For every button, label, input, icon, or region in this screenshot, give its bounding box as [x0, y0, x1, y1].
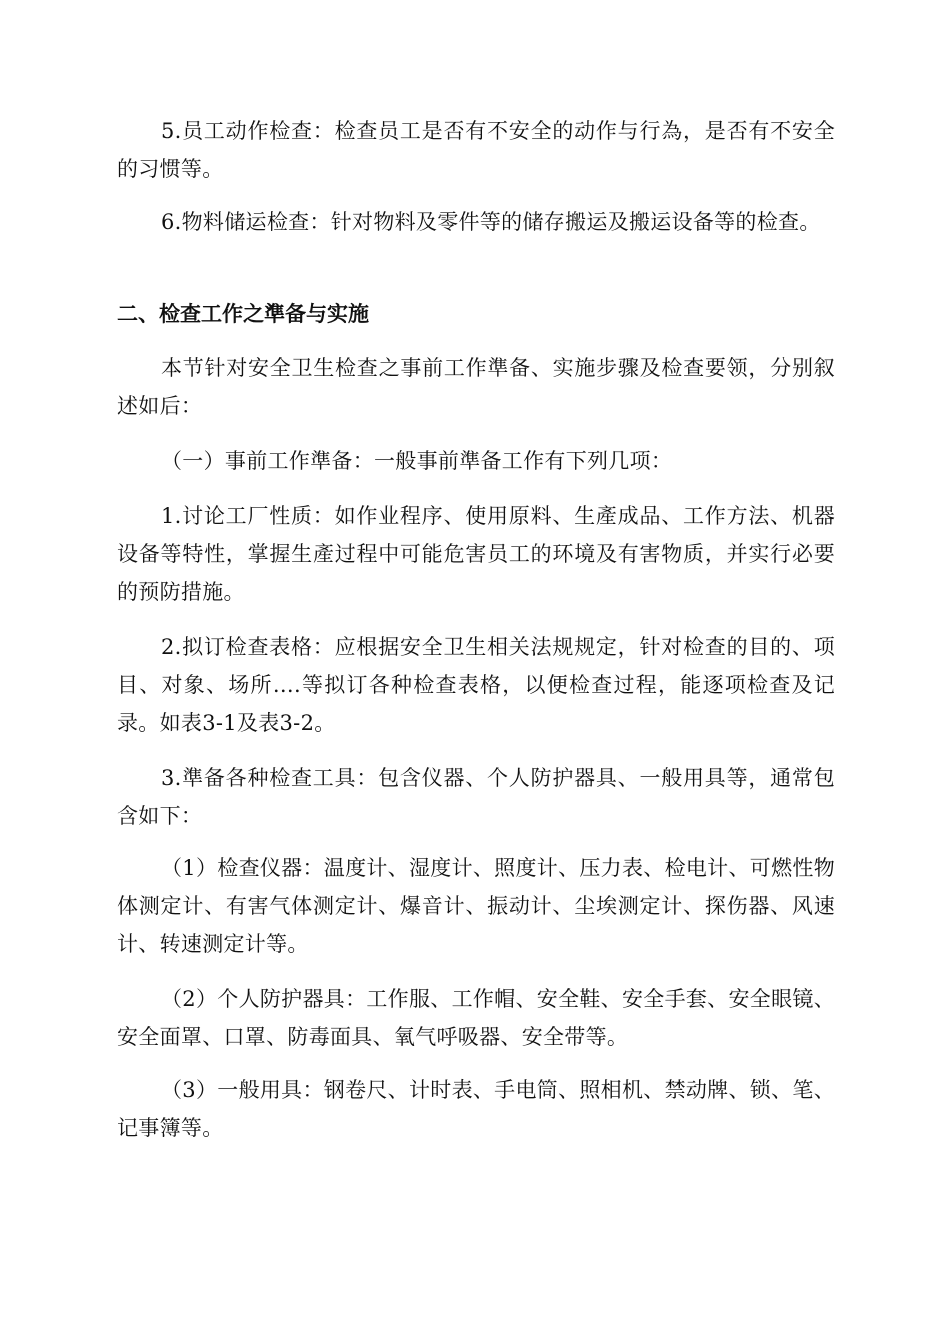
paragraph-employee-action-check: 5.员工动作检查：检查员工是否有不安全的动作与行為，是否有不安全的习惯等。 [117, 119, 835, 181]
paragraph-check-forms: 2.拟订检查表格：应根据安全卫生相关法规规定，针对检查的目的、项目、对象、场所….等拟订各种检查表格，以便检查过程，能逐项检查及记录。如表3-1及表3-2。 [117, 635, 835, 735]
paragraph-section-intro: 本节针对安全卫生检查之事前工作準备、实施步骤及检查要领，分别叙述如后： [117, 356, 835, 418]
section-heading: 二、检查工作之準备与实施 [117, 302, 369, 326]
paragraph-protective-gear: （2）个人防护器具：工作服、工作帽、安全鞋、安全手套、安全眼镜、安全面罩、口罩、防毒面具、氧气呼吸器、安全带等。 [117, 987, 835, 1049]
paragraph-general-tools: （3）一般用具：钢卷尺、计时表、手电筒、照相机、禁动牌、锁、笔、记事簿等。 [117, 1078, 835, 1140]
paragraph-instruments: （1）检查仪器：温度计、湿度计、照度计、压力表、检电计、可燃性物体测定计、有害气体测定计、爆音计、振动计、尘埃测定计、探伤器、风速计、转速测定计等。 [117, 856, 835, 956]
paragraph-factory-nature: 1.讨论工厂性质：如作业程序、使用原料、生產成品、工作方法、机器设备等特性，掌握生產过程中可能危害员工的环境及有害物质，并实行必要的预防措施。 [117, 504, 835, 604]
paragraph-material-storage-check: 6.物料储运检查：针对物料及零件等的储存搬运及搬运设备等的检查。 [161, 210, 821, 234]
paragraph-check-tools: 3.準备各种检查工具：包含仪器、个人防护器具、一般用具等，通常包含如下： [117, 766, 835, 828]
paragraph-preparation-heading: （一）事前工作準备：一般事前準备工作有下列几项： [161, 449, 673, 473]
